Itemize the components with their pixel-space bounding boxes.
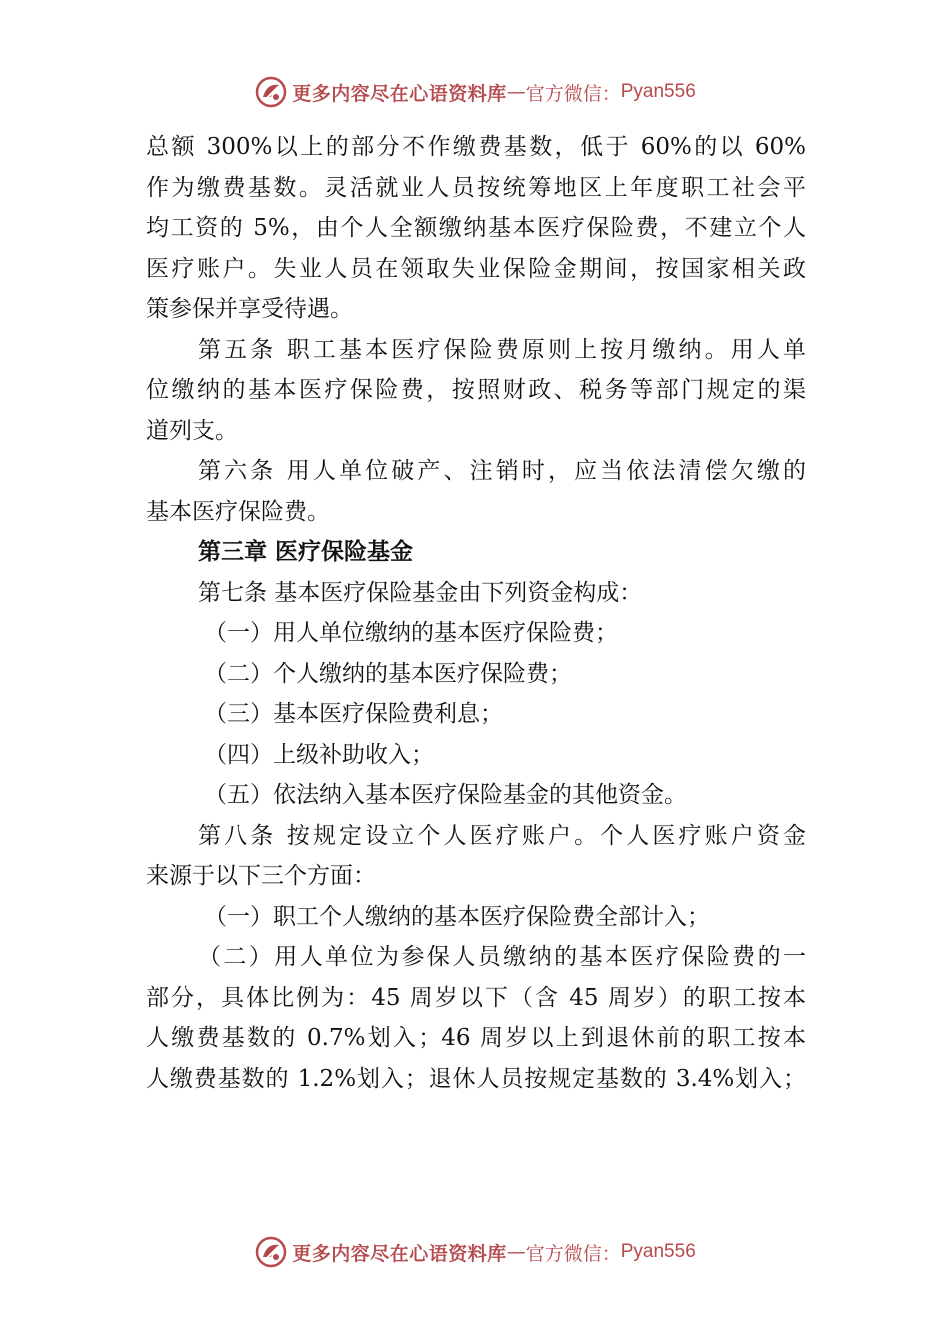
- paragraph-line: 医疗账户。失业人员在领取失业保险金期间，按国家相关政: [146, 255, 806, 282]
- list-item: （一）职工个人缴纳的基本医疗保险费全部计入；: [204, 903, 710, 930]
- footer-label: 官方微信：: [525, 1242, 621, 1265]
- list-item: （二）个人缴纳的基本医疗保险费；: [204, 660, 572, 687]
- header-separator: —: [506, 81, 526, 103]
- paragraph-line: 人缴费基数的 0.7%划入；46 周岁以上到退休前的职工按本: [146, 1025, 806, 1051]
- footer-wechat-id: Pyan556: [620, 1241, 696, 1262]
- paragraph-line: 策参保并享受待遇。: [146, 296, 353, 322]
- list-item: （二）用人单位为参保人员缴纳的基本医疗保险费的一: [198, 944, 806, 970]
- paragraph-line: 位缴纳的基本医疗保险费，按照财政、税务等部门规定的渠: [146, 377, 806, 403]
- paragraph-line: 人缴费基数的 1.2%划入；退休人员按规定基数的 3.4%划入；: [146, 1065, 806, 1092]
- article-7-line: 第七条 基本医疗保险基金由下列资金构成：: [198, 579, 643, 606]
- logo-icon: [254, 1235, 288, 1269]
- footer-separator: —: [506, 1241, 526, 1263]
- paragraph-line: 总额 300%以上的部分不作缴费基数，低于 60%的以 60%: [146, 134, 806, 160]
- paragraph-line: 均工资的 5%，由个人全额缴纳基本医疗保险费，不建立个人: [146, 215, 806, 241]
- article-6-line: 第六条 用人单位破产、注销时，应当依法清偿欠缴的: [198, 458, 806, 484]
- header-slogan: 更多内容尽在心语资料库: [292, 82, 507, 105]
- list-item: （一）用人单位缴纳的基本医疗保险费；: [204, 620, 618, 646]
- paragraph-line: 作为缴费基数。灵活就业人员按统筹地区上年度职工社会平: [146, 174, 806, 201]
- paragraph-line: 来源于以下三个方面：: [146, 863, 376, 889]
- logo-icon: [254, 75, 288, 109]
- header-watermark: [0, 72, 950, 112]
- list-item: （三）基本医疗保险费利息；: [204, 701, 503, 727]
- article-5-line: 第五条 职工基本医疗保险费原则上按月缴纳。用人单: [198, 336, 806, 363]
- header-wechat-id: Pyan556: [620, 81, 696, 102]
- document-body: [146, 127, 806, 1099]
- header-label: 官方微信：: [525, 82, 621, 105]
- list-item: （四）上级补助收入；: [204, 741, 434, 768]
- paragraph-line: 部分，具体比例为：45 周岁以下（含 45 周岁）的职工按本: [146, 984, 806, 1011]
- list-item: （五）依法纳入基本医疗保险基金的其他资金。: [204, 782, 687, 808]
- paragraph-line: 基本医疗保险费。: [146, 498, 330, 525]
- article-8-line: 第八条 按规定设立个人医疗账户。个人医疗账户资金: [198, 822, 806, 849]
- paragraph-line: 道列支。: [146, 417, 238, 444]
- chapter-heading: 第三章 医疗保险基金: [198, 539, 414, 565]
- footer-slogan: 更多内容尽在心语资料库: [292, 1242, 507, 1265]
- footer-watermark: [0, 1232, 950, 1272]
